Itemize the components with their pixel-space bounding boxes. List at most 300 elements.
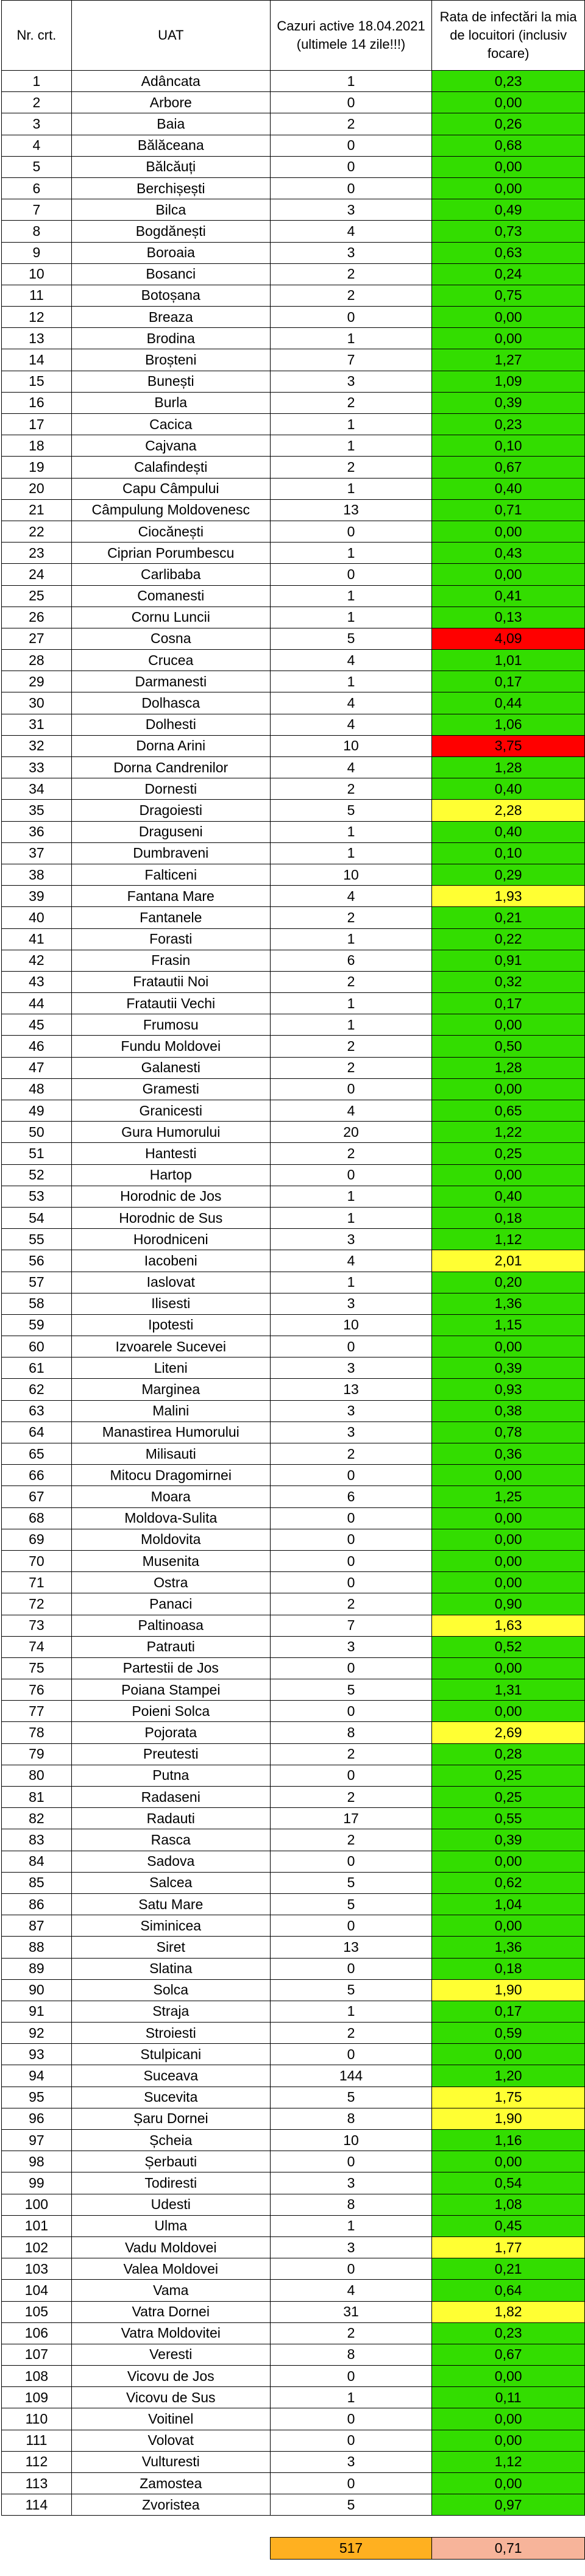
uat-name: Galanesti (71, 1057, 270, 1078)
active-cases: 0 (270, 135, 432, 156)
infection-rate: 0,38 (432, 1400, 585, 1421)
row-number: 50 (2, 1122, 72, 1143)
active-cases: 10 (270, 735, 432, 756)
row-number: 83 (2, 1829, 72, 1851)
infection-rate: 0,65 (432, 1100, 585, 1122)
active-cases: 1 (270, 1186, 432, 1207)
infection-rate: 0,21 (432, 2258, 585, 2280)
active-cases: 20 (270, 1122, 432, 1143)
table-row (2, 692, 585, 714)
row-number: 52 (2, 1164, 72, 1186)
table-row (2, 1036, 585, 1057)
uat-name: Siret (71, 1937, 270, 1958)
table-row (2, 1014, 585, 1036)
infection-rate: 0,00 (432, 2044, 585, 2065)
infection-rate: 0,00 (432, 2408, 585, 2430)
table-row (2, 2322, 585, 2344)
table-row (2, 714, 585, 735)
table-row (2, 650, 585, 671)
table-row (2, 1379, 585, 1400)
table-row (2, 1143, 585, 1164)
uat-name: Putna (71, 1765, 270, 1786)
infection-rate: 1,36 (432, 1937, 585, 1958)
table-row (2, 2065, 585, 2087)
uat-name: Berchișești (71, 177, 270, 199)
table-row (2, 199, 585, 221)
active-cases: 0 (270, 1657, 432, 1679)
uat-name: Vatra Dornei (71, 2301, 270, 2322)
row-number: 84 (2, 1851, 72, 1872)
row-number: 5 (2, 156, 72, 177)
table-row (2, 1979, 585, 2001)
active-cases: 2 (270, 1036, 432, 1057)
row-number: 24 (2, 564, 72, 585)
table-row (2, 671, 585, 692)
uat-name: Vadu Moldovei (71, 2236, 270, 2258)
row-number: 90 (2, 1979, 72, 2001)
table-row (2, 177, 585, 199)
row-number: 98 (2, 2151, 72, 2172)
infection-rate: 3,75 (432, 735, 585, 756)
uat-name: Zvoristea (71, 2494, 270, 2516)
active-cases: 4 (270, 1250, 432, 1272)
uat-name: Câmpulung Moldovenesc (71, 499, 270, 521)
table-row (2, 1550, 585, 1571)
row-number: 29 (2, 671, 72, 692)
row-number: 87 (2, 1915, 72, 1937)
infection-rate: 1,93 (432, 886, 585, 907)
active-cases: 5 (270, 2494, 432, 2516)
infection-rate: 0,00 (432, 177, 585, 199)
uat-name: Radauti (71, 1808, 270, 1829)
row-number: 78 (2, 1722, 72, 1743)
uat-name: Patrauti (71, 1636, 270, 1657)
active-cases: 1 (270, 543, 432, 564)
uat-name: Bălcăuți (71, 156, 270, 177)
uat-name: Broșteni (71, 349, 270, 371)
table-row (2, 2108, 585, 2129)
table-row (2, 1787, 585, 1808)
table-row (2, 585, 585, 607)
infection-rate: 0,45 (432, 2215, 585, 2236)
row-number: 77 (2, 1701, 72, 1722)
table-row (2, 92, 585, 113)
uat-name: Dumbraveni (71, 842, 270, 864)
uat-name: Bunești (71, 371, 270, 392)
row-number: 17 (2, 414, 72, 435)
row-number: 86 (2, 1893, 72, 1915)
table-row (2, 1915, 585, 1937)
infection-rate: 0,25 (432, 1765, 585, 1786)
uat-name: Slatina (71, 1958, 270, 1979)
uat-name: Valea Moldovei (71, 2258, 270, 2280)
table-row (2, 628, 585, 649)
active-cases: 1 (270, 478, 432, 499)
infection-rate: 0,39 (432, 1829, 585, 1851)
table-row (2, 1808, 585, 1829)
row-number: 13 (2, 328, 72, 349)
row-number: 16 (2, 392, 72, 413)
uat-name: Radaseni (71, 1787, 270, 1808)
table-row (2, 543, 585, 564)
uat-name: Cornu Luncii (71, 607, 270, 628)
table-row (2, 2280, 585, 2301)
table-row (2, 1078, 585, 1100)
uat-name: Horodnic de Sus (71, 1207, 270, 1228)
infection-rate: 1,90 (432, 1979, 585, 2001)
row-number: 49 (2, 1100, 72, 1122)
uat-name: Boroaia (71, 242, 270, 263)
table-row (2, 842, 585, 864)
uat-name: Dolhasca (71, 692, 270, 714)
uat-name: Șaru Dornei (71, 2108, 270, 2129)
table-body (2, 71, 585, 2516)
uat-name: Arbore (71, 92, 270, 113)
active-cases: 3 (270, 199, 432, 221)
table-row (2, 2301, 585, 2322)
row-number: 109 (2, 2387, 72, 2408)
uat-name: Fratautii Vechi (71, 993, 270, 1014)
infection-rate: 0,20 (432, 1272, 585, 1293)
infection-rate: 0,00 (432, 1915, 585, 1937)
table-row (2, 1336, 585, 1357)
uat-name: Falticeni (71, 864, 270, 885)
uat-name: Crucea (71, 650, 270, 671)
uat-name: Solca (71, 1979, 270, 2001)
table-row (2, 221, 585, 242)
row-number: 92 (2, 2023, 72, 2044)
table-row (2, 1465, 585, 1486)
infection-rate: 0,36 (432, 1443, 585, 1465)
active-cases: 1 (270, 671, 432, 692)
infection-rate: 0,18 (432, 1958, 585, 1979)
table-row (2, 457, 585, 478)
row-number: 2 (2, 92, 72, 113)
infection-rate: 1,90 (432, 2108, 585, 2129)
active-cases: 2 (270, 1787, 432, 1808)
infection-rate: 1,15 (432, 1314, 585, 1336)
infection-rate: 0,00 (432, 156, 585, 177)
table-row (2, 1958, 585, 1979)
row-number: 95 (2, 2087, 72, 2108)
active-cases: 31 (270, 2301, 432, 2322)
infection-rate: 0,67 (432, 2344, 585, 2365)
infection-rate: 0,40 (432, 778, 585, 800)
active-cases: 5 (270, 800, 432, 821)
row-number: 58 (2, 1293, 72, 1314)
uat-name: Stroiesti (71, 2023, 270, 2044)
active-cases: 7 (270, 349, 432, 371)
infection-rate: 0,90 (432, 1593, 585, 1615)
infection-rate: 0,40 (432, 478, 585, 499)
row-number: 82 (2, 1808, 72, 1829)
table-row (2, 800, 585, 821)
table-row (2, 371, 585, 392)
infection-rate: 0,00 (432, 1529, 585, 1550)
row-number: 64 (2, 1421, 72, 1443)
infection-rate: 1,22 (432, 1122, 585, 1143)
infection-rate: 0,17 (432, 993, 585, 1014)
table-row (2, 2151, 585, 2172)
uat-name: Frasin (71, 950, 270, 971)
row-number: 41 (2, 928, 72, 950)
infection-rate: 0,68 (432, 135, 585, 156)
uat-name: Capu Câmpului (71, 478, 270, 499)
row-number: 102 (2, 2236, 72, 2258)
active-cases: 13 (270, 499, 432, 521)
uat-name: Vama (71, 2280, 270, 2301)
active-cases: 3 (270, 1357, 432, 1379)
table-row (2, 1529, 585, 1550)
row-number: 30 (2, 692, 72, 714)
uat-name: Dorna Candrenilor (71, 757, 270, 778)
table-row (2, 1207, 585, 1228)
table-row (2, 478, 585, 499)
infection-rate: 0,00 (432, 1851, 585, 1872)
row-number: 72 (2, 1593, 72, 1615)
table-row (2, 2408, 585, 2430)
uat-name: Sadova (71, 1851, 270, 1872)
table-row (2, 156, 585, 177)
active-cases: 6 (270, 950, 432, 971)
row-number: 6 (2, 177, 72, 199)
uat-name: Moldovita (71, 1529, 270, 1550)
total-cases: 517 (270, 2537, 432, 2559)
active-cases: 0 (270, 2151, 432, 2172)
uat-name: Draguseni (71, 821, 270, 842)
active-cases: 0 (270, 177, 432, 199)
row-number: 65 (2, 1443, 72, 1465)
table-row (2, 1164, 585, 1186)
active-cases: 0 (270, 1078, 432, 1100)
row-number: 68 (2, 1507, 72, 1529)
table-row (2, 1486, 585, 1507)
active-cases: 1 (270, 2387, 432, 2408)
uat-name: Udesti (71, 2194, 270, 2215)
infection-table (1, 0, 585, 2560)
total-rate: 0,71 (432, 2537, 585, 2559)
infection-rate: 0,50 (432, 1036, 585, 1057)
row-number: 23 (2, 543, 72, 564)
uat-name: Dolhesti (71, 714, 270, 735)
row-number: 94 (2, 2065, 72, 2087)
header-nr: Nr. crt. (2, 1, 72, 71)
active-cases: 2 (270, 1743, 432, 1765)
table-row (2, 2044, 585, 2065)
row-number: 40 (2, 907, 72, 928)
active-cases: 2 (270, 1829, 432, 1851)
uat-name: Paltinoasa (71, 1615, 270, 1636)
row-number: 108 (2, 2366, 72, 2387)
active-cases: 0 (270, 2366, 432, 2387)
active-cases: 0 (270, 2430, 432, 2451)
infection-rate: 1,82 (432, 2301, 585, 2322)
infection-rate: 0,22 (432, 928, 585, 950)
table-row (2, 2001, 585, 2022)
table-row (2, 2023, 585, 2044)
infection-rate: 1,08 (432, 2194, 585, 2215)
table-row (2, 1872, 585, 1893)
table-row (2, 1937, 585, 1958)
uat-name: Adâncata (71, 71, 270, 92)
table-row (2, 2215, 585, 2236)
row-number: 79 (2, 1743, 72, 1765)
infection-rate: 0,49 (432, 199, 585, 221)
active-cases: 3 (270, 1636, 432, 1657)
table-row (2, 1572, 585, 1593)
row-number: 70 (2, 1550, 72, 1571)
uat-name: Vicovu de Jos (71, 2366, 270, 2387)
table-row (2, 2387, 585, 2408)
uat-name: Hartop (71, 1164, 270, 1186)
uat-name: Partestii de Jos (71, 1657, 270, 1679)
active-cases: 0 (270, 2258, 432, 2280)
infection-rate: 0,00 (432, 1701, 585, 1722)
uat-name: Todiresti (71, 2172, 270, 2194)
active-cases: 2 (270, 392, 432, 413)
active-cases: 2 (270, 907, 432, 928)
table-row (2, 1722, 585, 1743)
infection-rate: 1,09 (432, 371, 585, 392)
table-row (2, 435, 585, 457)
infection-rate: 0,00 (432, 307, 585, 328)
table-row (2, 2194, 585, 2215)
active-cases: 8 (270, 2344, 432, 2365)
active-cases: 4 (270, 2280, 432, 2301)
table-row (2, 521, 585, 542)
table-row (2, 1636, 585, 1657)
row-number: 97 (2, 2130, 72, 2151)
active-cases: 8 (270, 2108, 432, 2129)
header-uat: UAT (71, 1, 270, 71)
row-number: 112 (2, 2451, 72, 2472)
infection-rate: 0,39 (432, 1357, 585, 1379)
row-number: 107 (2, 2344, 72, 2365)
uat-name: Comanesti (71, 585, 270, 607)
uat-name: Cacica (71, 414, 270, 435)
uat-name: Ostra (71, 1572, 270, 1593)
uat-name: Veresti (71, 2344, 270, 2365)
infection-rate: 0,91 (432, 950, 585, 971)
uat-name: Satu Mare (71, 1893, 270, 1915)
active-cases: 144 (270, 2065, 432, 2087)
row-number: 106 (2, 2322, 72, 2344)
row-number: 12 (2, 307, 72, 328)
uat-name: Vicovu de Sus (71, 2387, 270, 2408)
row-number: 88 (2, 1937, 72, 1958)
row-number: 66 (2, 1465, 72, 1486)
infection-rate: 2,01 (432, 1250, 585, 1272)
active-cases: 3 (270, 1400, 432, 1421)
row-number: 36 (2, 821, 72, 842)
row-number: 80 (2, 1765, 72, 1786)
active-cases: 4 (270, 650, 432, 671)
active-cases: 0 (270, 1765, 432, 1786)
active-cases: 1 (270, 928, 432, 950)
infection-rate: 1,63 (432, 1615, 585, 1636)
row-number: 105 (2, 2301, 72, 2322)
table-row (2, 1357, 585, 1379)
infection-rate: 0,00 (432, 1507, 585, 1529)
row-number: 38 (2, 864, 72, 885)
uat-name: Izvoarele Sucevei (71, 1336, 270, 1357)
infection-rate: 0,00 (432, 1014, 585, 1036)
uat-name: Liteni (71, 1357, 270, 1379)
uat-name: Cosna (71, 628, 270, 649)
uat-name: Panaci (71, 1593, 270, 1615)
infection-rate: 0,00 (432, 1657, 585, 1679)
uat-name: Zamostea (71, 2473, 270, 2494)
active-cases: 7 (270, 1615, 432, 1636)
table-row (2, 2451, 585, 2472)
row-number: 4 (2, 135, 72, 156)
active-cases: 10 (270, 2130, 432, 2151)
active-cases: 0 (270, 1572, 432, 1593)
table-row (2, 2236, 585, 2258)
row-number: 91 (2, 2001, 72, 2022)
infection-rate: 0,00 (432, 1572, 585, 1593)
table-row (2, 2494, 585, 2516)
infection-rate: 0,54 (432, 2172, 585, 2194)
table-row (2, 907, 585, 928)
uat-name: Rasca (71, 1829, 270, 1851)
row-number: 11 (2, 285, 72, 306)
uat-name: Hantesti (71, 1143, 270, 1164)
infection-rate: 1,31 (432, 1679, 585, 1701)
infection-rate: 0,00 (432, 1164, 585, 1186)
uat-name: Bălăceana (71, 135, 270, 156)
active-cases: 1 (270, 414, 432, 435)
active-cases: 1 (270, 1272, 432, 1293)
infection-rate: 0,28 (432, 1743, 585, 1765)
infection-rate: 0,00 (432, 1078, 585, 1100)
infection-rate: 0,21 (432, 907, 585, 928)
uat-name: Botoșana (71, 285, 270, 306)
uat-name: Carlibaba (71, 564, 270, 585)
row-number: 44 (2, 993, 72, 1014)
row-number: 37 (2, 842, 72, 864)
active-cases: 8 (270, 2194, 432, 2215)
active-cases: 0 (270, 1851, 432, 1872)
row-number: 28 (2, 650, 72, 671)
infection-rate: 1,12 (432, 1229, 585, 1250)
uat-name: Cajvana (71, 435, 270, 457)
row-number: 113 (2, 2473, 72, 2494)
uat-name: Dragoiesti (71, 800, 270, 821)
infection-rate: 0,17 (432, 2001, 585, 2022)
table-row (2, 2172, 585, 2194)
uat-name: Iacobeni (71, 1250, 270, 1272)
uat-name: Granicesti (71, 1100, 270, 1122)
infection-rate: 1,16 (432, 2130, 585, 2151)
table-row (2, 1293, 585, 1314)
table-row (2, 1250, 585, 1272)
row-number: 74 (2, 1636, 72, 1657)
table-row (2, 778, 585, 800)
active-cases: 5 (270, 1893, 432, 1915)
active-cases: 3 (270, 2172, 432, 2194)
table-row (2, 821, 585, 842)
uat-name: Frumosu (71, 1014, 270, 1036)
row-number: 54 (2, 1207, 72, 1228)
uat-name: Preutesti (71, 1743, 270, 1765)
infection-rate: 1,28 (432, 1057, 585, 1078)
infection-rate: 0,93 (432, 1379, 585, 1400)
active-cases: 2 (270, 457, 432, 478)
active-cases: 2 (270, 971, 432, 992)
uat-name: Pojorata (71, 1722, 270, 1743)
row-number: 34 (2, 778, 72, 800)
